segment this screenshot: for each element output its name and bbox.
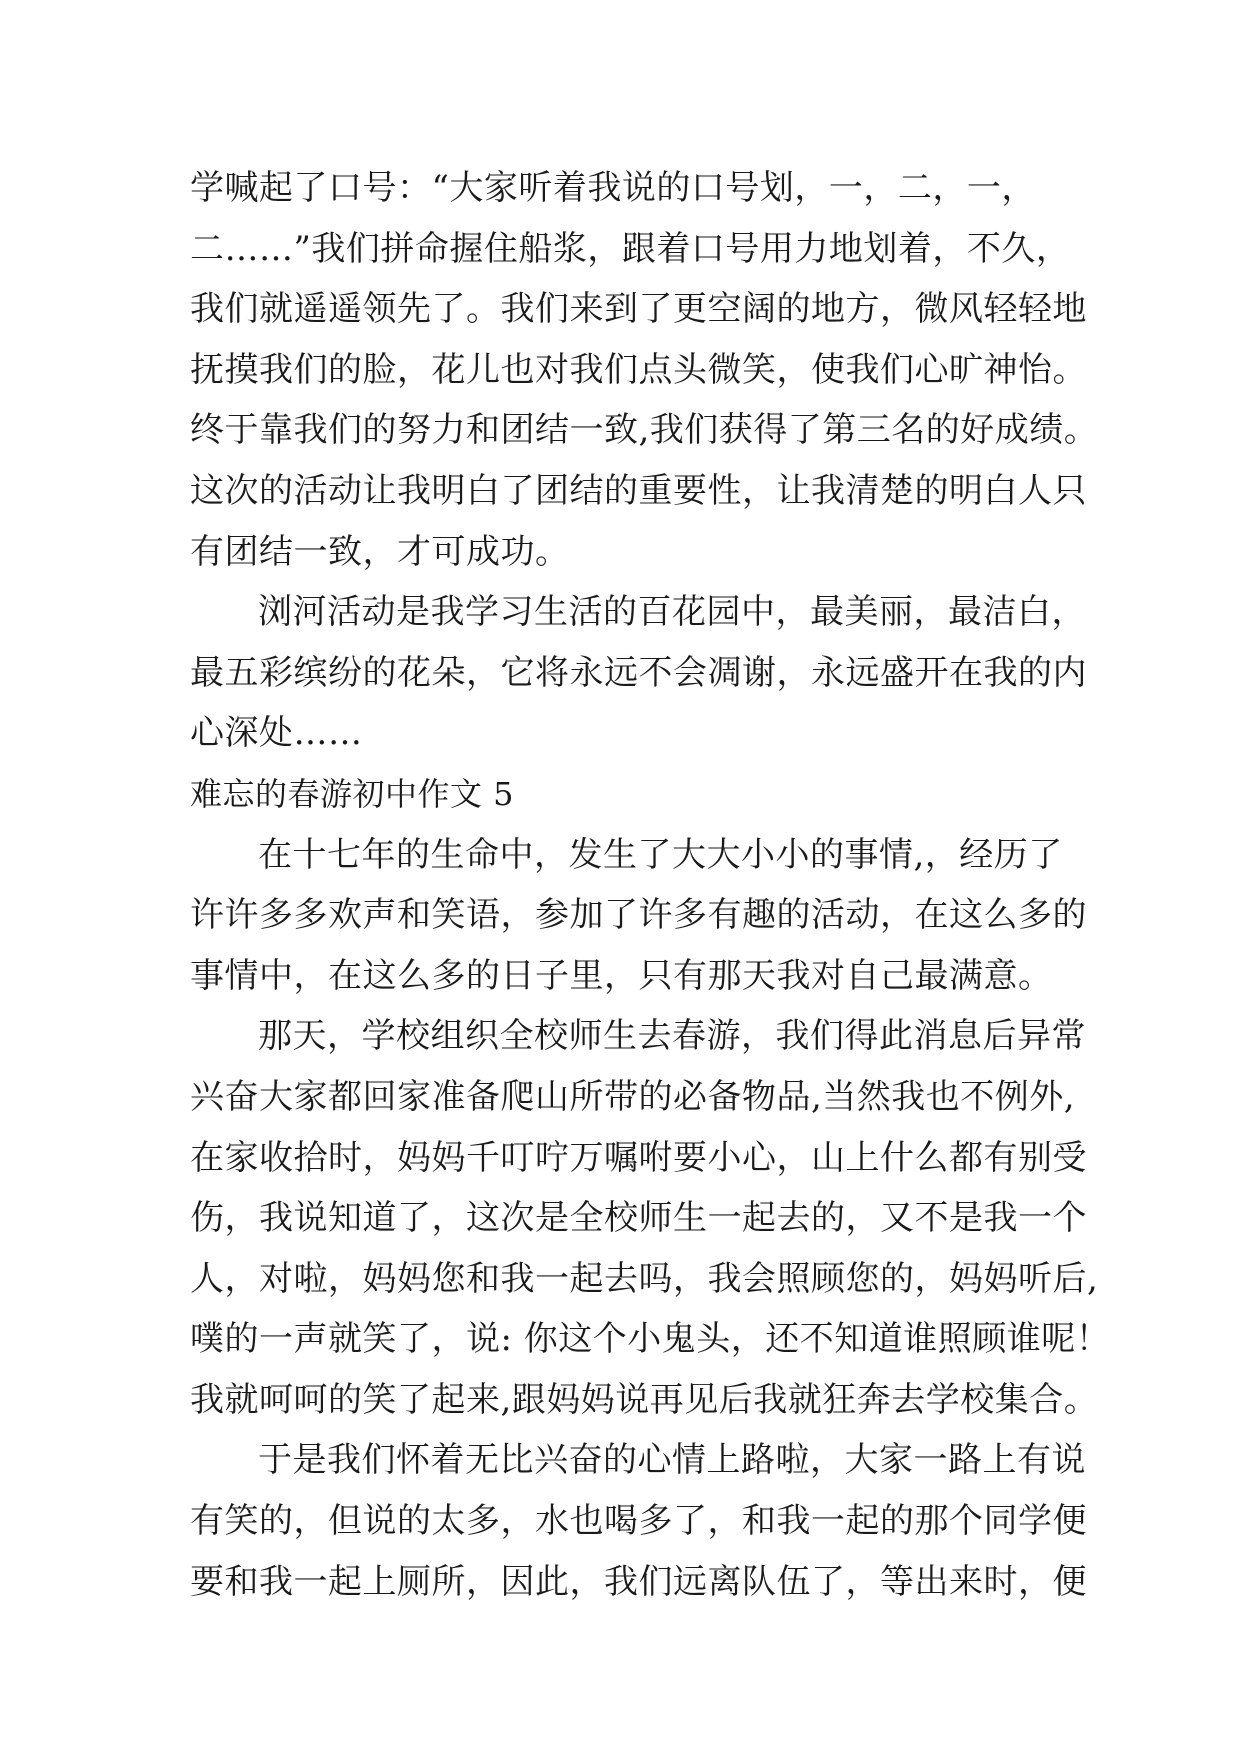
text-line: 要和我一起上厕所，因此，我们远离队伍了，等出来时，便 bbox=[190, 1561, 1087, 1602]
text-line: 我们就遥遥领先了。我们来到了更空阔的地方，微风轻轻地 bbox=[190, 289, 1087, 330]
text-line: 有团结一致，才可成功。 bbox=[190, 531, 570, 572]
text-line: 人，对啦，妈妈您和我一起去吗，我会照顾您的，妈妈听后, bbox=[190, 1258, 1099, 1299]
text-line: 抚摸我们的脸，花儿也对我们点头微笑，使我们心旷神怡。 bbox=[190, 349, 1087, 390]
document-page bbox=[190, 158, 1111, 1612]
text-line: 兴奋大家都回家准备爬山所带的必备物品,当然我也不例外, bbox=[190, 1076, 1076, 1117]
text-line: 事情中，在这么多的日子里，只有那天我对自己最满意。 bbox=[190, 955, 1053, 996]
text-line: 我就呵呵的笑了起来,跟妈妈说再见后我就狂奔去学校集合。 bbox=[190, 1379, 1099, 1420]
paragraph-intro bbox=[190, 825, 1087, 1007]
text-line: 心深处…… bbox=[190, 713, 363, 754]
paragraph-on-the-road bbox=[190, 1430, 1087, 1612]
text-line: 最五彩缤纷的花朵，它将永远不会凋谢，永远盛开在我的内 bbox=[190, 652, 1087, 693]
text-line: 浏河活动是我学习生活的百花园中，最美丽，最洁白， bbox=[258, 592, 1086, 633]
text-line: 这次的活动让我明白了团结的重要性，让我清楚的明白人只 bbox=[190, 470, 1087, 511]
text-line: 噗的一声就笑了，说: 你这个小鬼头，还不知道谁照顾谁呢！ bbox=[190, 1319, 1111, 1360]
text-line: 终于靠我们的努力和团结一致,我们获得了第三名的好成绩。 bbox=[190, 410, 1099, 451]
text-line: 许许多多欢声和笑语，参加了许多有趣的活动，在这么多的 bbox=[190, 895, 1087, 936]
paragraph-continued bbox=[190, 158, 1099, 582]
essay-heading: 难忘的春游初中作文 5 bbox=[190, 774, 515, 813]
text-line: 二……”我们拼命握住船浆，跟着口号用力地划着，不久， bbox=[190, 228, 1071, 269]
paragraph-that-day bbox=[190, 1006, 1111, 1430]
text-line: 那天，学校组织全校师生去春游，我们得此消息后异常 bbox=[258, 1016, 1086, 1057]
text-line: 在十七年的生命中，发生了大大小小的事情,，经历了 bbox=[258, 834, 1063, 875]
text-line: 学喊起了口号：“大家听着我说的口号划，一，二，一， bbox=[190, 168, 1036, 208]
text-line: 伤，我说知道了，这次是全校师生一起去的，又不是我一个 bbox=[190, 1198, 1087, 1239]
text-line: 有笑的，但说的太多，水也喝多了，和我一起的那个同学便 bbox=[190, 1501, 1087, 1542]
text-line: 于是我们怀着无比兴奋的心情上路啦，大家一路上有说 bbox=[258, 1440, 1086, 1481]
paragraph-conclusion bbox=[190, 582, 1087, 764]
text-line: 在家收拾时，妈妈千叮咛万嘱咐要小心，山上什么都有别受 bbox=[190, 1137, 1087, 1178]
